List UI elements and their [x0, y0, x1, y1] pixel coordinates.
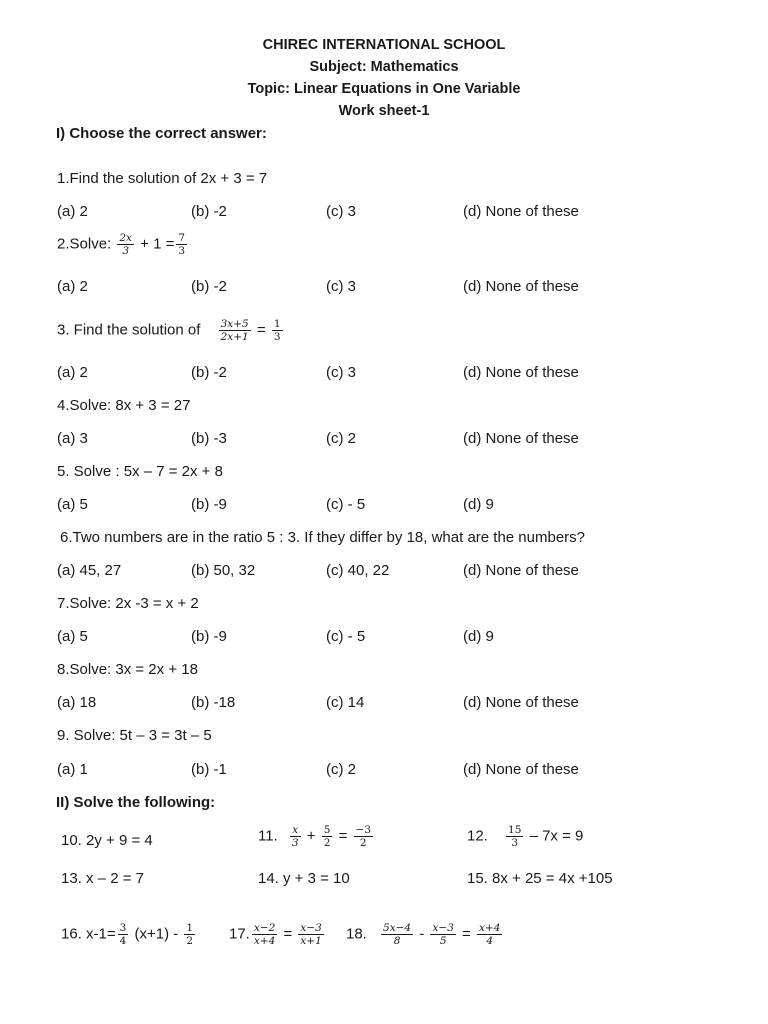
q12-fraction: $\frac{15}{3}$: [508, 824, 522, 849]
q2-option-d: (d) None of these: [463, 278, 579, 295]
q2-fraction-1: $\frac{2x}{3}$: [119, 232, 132, 257]
q11-fraction-2: $\frac{5}{2}$: [323, 824, 331, 849]
q3-fraction-2: $\frac{1}{3}$: [273, 318, 281, 343]
q2-option-a: (a) 2: [57, 278, 88, 295]
q9-option-d: (d) None of these: [463, 761, 579, 778]
q17-fraction-2: $\frac{x-3}{x+1}$: [300, 922, 322, 947]
question-15: 15. 8x + 25 = 4x +105: [467, 870, 613, 887]
q3-option-d: (d) None of these: [463, 364, 579, 381]
worksheet-title: Work sheet-1: [338, 103, 430, 119]
q11-fraction-3: $\frac{-3}{2}$: [355, 824, 371, 849]
question-16: [61, 922, 197, 947]
q2-prefix: 2.Solve:: [57, 235, 112, 253]
q3-fraction-1: $\frac{3x+5}{2x+1}$: [220, 318, 249, 343]
q9-option-a: (a) 1: [57, 761, 88, 778]
q11-label: 11.: [258, 827, 278, 845]
question-3: [57, 318, 285, 343]
q7-option-a: (a) 5: [57, 628, 88, 645]
question-7: 7.Solve: 2x -3 = x + 2: [57, 595, 199, 612]
q16-middle: (x+1) -: [134, 925, 179, 943]
q1-option-c: (c) 3: [326, 203, 356, 220]
question-11: [258, 824, 375, 849]
q5-option-d: (d) 9: [463, 496, 494, 513]
q7-option-c: (c) - 5: [326, 628, 366, 645]
q3-middle: =: [256, 321, 266, 339]
q8-option-a: (a) 18: [57, 694, 97, 711]
q18-fraction-1: $\frac{5x-4}{8}$: [383, 922, 412, 947]
q16-prefix: 16. x-1=: [61, 925, 116, 943]
q18-equals: =: [462, 925, 471, 943]
q11-plus: +: [306, 827, 316, 845]
q12-rest: – 7x = 9: [529, 827, 584, 845]
question-14: 14. y + 3 = 10: [258, 870, 350, 887]
q8-option-c: (c) 14: [326, 694, 365, 711]
q8-option-b: (b) -18: [191, 694, 236, 711]
question-13: 13. x – 2 = 7: [61, 870, 144, 887]
subject-line: Subject: Mathematics: [309, 59, 459, 75]
q4-option-a: (a) 3: [57, 430, 88, 447]
question-4: 4.Solve: 8x + 3 = 27: [57, 397, 191, 414]
q11-fraction-1: $\frac{x}{3}$: [291, 824, 299, 849]
q5-option-a: (a) 5: [57, 496, 88, 513]
q3-option-c: (c) 3: [326, 364, 356, 381]
q3-option-a: (a) 2: [57, 364, 88, 381]
question-17: [229, 922, 326, 947]
q6-option-c: (c) 40, 22: [326, 562, 390, 579]
q6-option-d: (d) None of these: [463, 562, 579, 579]
q7-option-d: (d) 9: [463, 628, 494, 645]
q5-option-c: (c) - 5: [326, 496, 366, 513]
question-8: 8.Solve: 3x = 2x + 18: [57, 661, 198, 678]
q4-option-b: (b) -3: [191, 430, 227, 447]
school-name: CHIREC INTERNATIONAL SCHOOL: [262, 37, 506, 53]
question-1: 1.Find the solution of 2x + 3 = 7: [57, 170, 268, 187]
q17-prefix: 17.: [229, 925, 250, 943]
q5-option-b: (b) -9: [191, 496, 227, 513]
q7-option-b: (b) -9: [191, 628, 227, 645]
q18-minus: -: [419, 925, 425, 943]
question-12: [467, 824, 583, 849]
q1-option-d: (d) None of these: [463, 203, 579, 220]
question-6: 6.Two numbers are in the ratio 5 : 3. If they differ by 18, what are the numbers?: [60, 529, 586, 546]
q2-option-c: (c) 3: [326, 278, 356, 295]
q16-fraction-2: $\frac{1}{2}$: [186, 922, 194, 947]
q3-prefix: 3. Find the solution of: [57, 321, 201, 339]
q11-equals: =: [338, 827, 348, 845]
q18-fraction-3: $\frac{x+4}{4}$: [478, 922, 501, 947]
question-2: [57, 232, 189, 257]
q17-fraction-1: $\frac{x-2}{x+4}$: [253, 922, 276, 947]
q1-option-b: (b) -2: [191, 203, 227, 220]
q12-label: 12.: [467, 827, 488, 845]
q6-option-b: (b) 50, 32: [191, 562, 256, 579]
q18-prefix: 18.: [346, 925, 367, 943]
q9-option-b: (b) -1: [191, 761, 227, 778]
q4-option-c: (c) 2: [326, 430, 356, 447]
q6-option-a: (a) 45, 27: [57, 562, 122, 579]
q3-option-b: (b) -2: [191, 364, 227, 381]
q4-option-d: (d) None of these: [463, 430, 579, 447]
section2-title: II) Solve the following:: [56, 794, 216, 811]
q16-fraction-1: $\frac{3}{4}$: [119, 922, 127, 947]
q17-equals: =: [283, 925, 293, 943]
q18-fraction-2: $\frac{x-3}{5}$: [432, 922, 454, 947]
q8-option-d: (d) None of these: [463, 694, 579, 711]
section1-title: I) Choose the correct answer:: [56, 125, 267, 142]
question-10: 10. 2y + 9 = 4: [61, 832, 153, 849]
question-18: [346, 922, 504, 947]
topic-line: Topic: Linear Equations in One Variable: [247, 81, 521, 97]
q2-middle: + 1 =: [140, 235, 175, 253]
q2-option-b: (b) -2: [191, 278, 227, 295]
question-5: 5. Solve : 5x – 7 = 2x + 8: [57, 463, 223, 480]
q9-option-c: (c) 2: [326, 761, 356, 778]
question-9: 9. Solve: 5t – 3 = 3t – 5: [57, 727, 212, 744]
q2-fraction-2: $\frac{7}{3}$: [178, 232, 186, 257]
q1-option-a: (a) 2: [57, 203, 88, 220]
